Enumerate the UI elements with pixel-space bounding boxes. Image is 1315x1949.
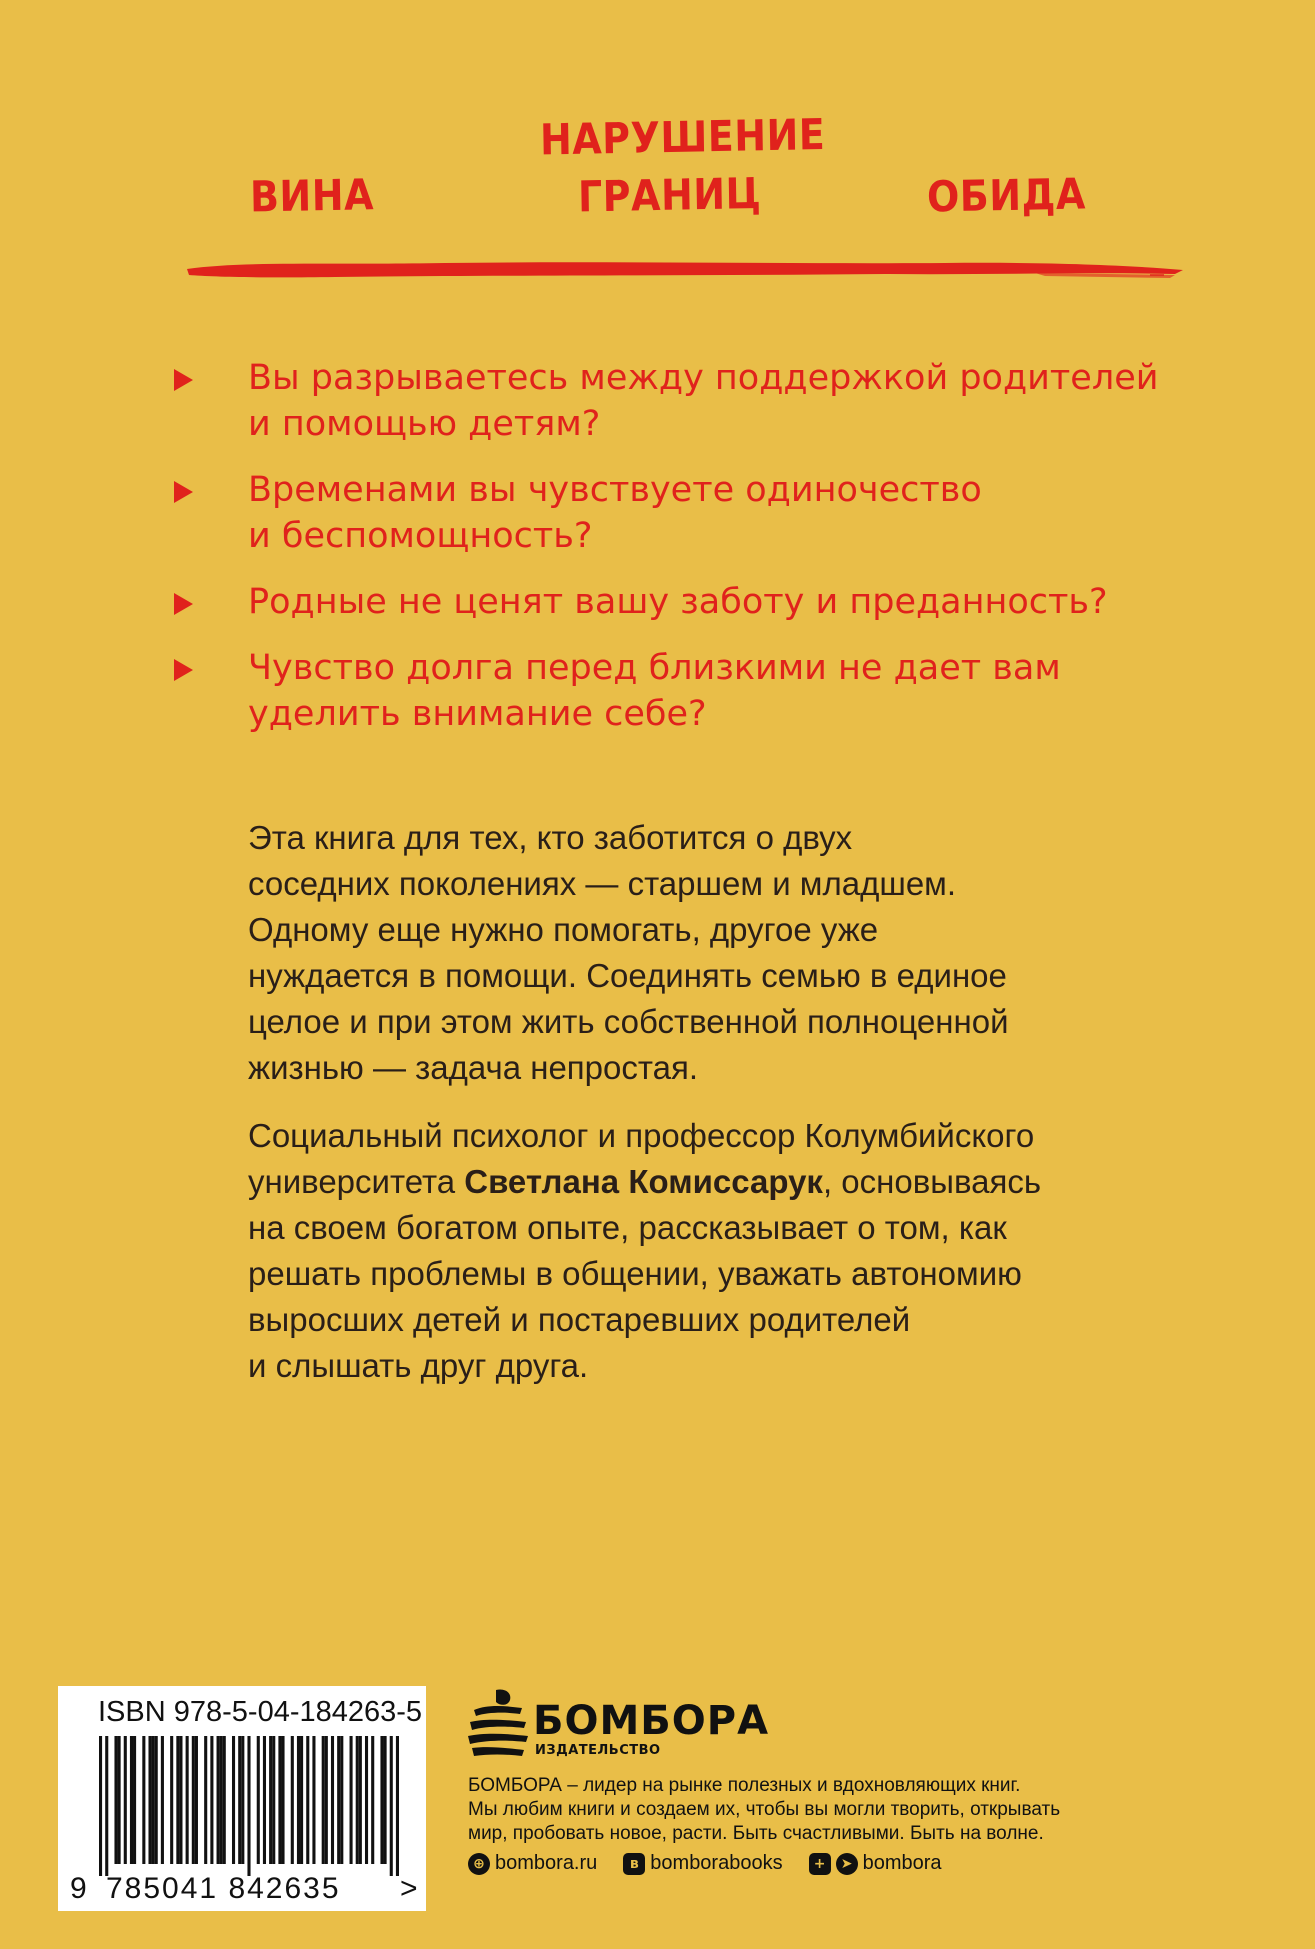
barcode-bar [272, 1736, 275, 1864]
barcode-digits: 785041 842635 [106, 1872, 341, 1905]
barcode-bar [99, 1736, 102, 1876]
barcode-bar [269, 1736, 272, 1864]
barcode-bar [380, 1736, 383, 1864]
question-item [170, 579, 1170, 625]
barcode-bar [390, 1736, 393, 1876]
barcode-bar [148, 1736, 151, 1864]
plus-icon: + [809, 1853, 831, 1875]
globe-icon: ⊕ [468, 1853, 490, 1875]
barcode-bar [118, 1736, 121, 1864]
question-text: Временами вы чувствуете одиночество и беспомощность? [248, 470, 982, 556]
question-text: Родные не ценят вашу заботу и преданность? [248, 582, 1108, 622]
social-label: bomborabooks [650, 1852, 783, 1874]
publisher-socials [468, 1852, 968, 1875]
barcode-bar [195, 1736, 198, 1864]
barcode-bar [263, 1736, 266, 1864]
barcode-bar [300, 1736, 303, 1864]
barcode-bar [257, 1736, 260, 1864]
barcode-bar [155, 1736, 158, 1864]
barcode-bar [365, 1736, 368, 1864]
social-link-vk[interactable] [623, 1852, 782, 1875]
barcode-bar [152, 1736, 155, 1864]
heading-guilt: ВИНА [249, 169, 375, 222]
barcode-bar [371, 1736, 374, 1864]
barcode-bar [325, 1736, 328, 1864]
barcode-bar [130, 1736, 133, 1864]
question-text: Чувство долга перед близкими не дает вам уделить внимание себе? [248, 648, 1061, 734]
question-item [170, 355, 1170, 447]
heading-resentment: ОБИДА [926, 169, 1087, 222]
triangle-bullet-icon [174, 481, 193, 503]
publisher-logo-subtitle: ИЗДАТЕЛЬСТВО [535, 1743, 661, 1758]
barcode-bar [238, 1736, 241, 1864]
barcode-first-digit: 9 [70, 1872, 87, 1905]
barcode-bar [396, 1736, 399, 1876]
barcode-bar [306, 1736, 309, 1864]
barcode-bar [247, 1736, 250, 1876]
barcode-bar [170, 1736, 173, 1864]
author-name: Светлана Комиссарук [464, 1163, 823, 1200]
barcode-bar [210, 1736, 213, 1864]
barcode-bar [359, 1736, 362, 1864]
barcode-bar [133, 1736, 136, 1864]
question-item [170, 645, 1170, 737]
social-link-telegram[interactable] [809, 1852, 942, 1875]
barcode-bar [217, 1736, 220, 1864]
description-text: Социальный психолог и профессор Колумбийского университета [248, 1117, 1035, 1200]
barcode-bar [114, 1736, 117, 1864]
barcode-bar [322, 1736, 325, 1864]
barcode-bar [142, 1736, 145, 1864]
description-paragraph-2 [248, 1113, 1248, 1389]
social-link-website[interactable] [468, 1852, 597, 1875]
description-text: , основываясь на своем богатом опыте, рассказывает о том, как решать проблемы в общении, уважать автономию выросших детей и постаревших родителей и слышать друг друга. [248, 1163, 1042, 1384]
barcode-bar [186, 1736, 189, 1864]
isbn-barcode [58, 1686, 426, 1911]
heading-boundaries-line2: ГРАНИЦ [577, 168, 762, 222]
isbn-label: ISBN 978-5-04-184263-5 [98, 1696, 423, 1728]
question-item [170, 467, 1170, 559]
barcode-bar [161, 1736, 164, 1864]
publisher-logo-name: БОМБОРА [533, 1698, 770, 1744]
barcode-bar [192, 1736, 195, 1864]
barcode-bars [99, 1736, 399, 1876]
barcode-bar [278, 1736, 281, 1864]
publisher-blurb: БОМБОРА – лидер на рынке полезных и вдохновляющих книг. Мы любим книги и создаем их, чтобы вы могли творить, открывать мир, пробовать новое, расти. Быть счастливыми. Быть на волне. [468, 1775, 1061, 1844]
barcode-bar [223, 1736, 226, 1864]
social-label: bombora [862, 1852, 942, 1874]
barcode-bar [220, 1736, 223, 1864]
barcode-bar [312, 1736, 315, 1864]
vk-icon: в [623, 1853, 645, 1875]
barcode-bar [241, 1736, 244, 1864]
triangle-bullet-icon [174, 659, 193, 681]
brush-stroke-divider [185, 255, 1185, 285]
description-text: Эта книга для тех, кто заботится о двух соседних поколениях — старшем и младшем. Одному еще нужно помогать, другое уже нуждается в помощи. Соединять семью в единое целое и при этом жить собственной полноценной жизнью — задача непростая. [248, 819, 1009, 1086]
barcode-arrow: > [400, 1872, 418, 1905]
barcode-bar [350, 1736, 353, 1864]
barcode-bar [232, 1736, 235, 1864]
bombora-logo-icon [466, 1686, 530, 1758]
description-paragraph-1 [248, 815, 1248, 1091]
barcode-bar [331, 1736, 334, 1864]
barcode-bar [297, 1736, 300, 1864]
barcode-bar [340, 1736, 343, 1864]
barcode-bar [291, 1736, 294, 1864]
barcode-bar [281, 1736, 284, 1864]
heading-boundaries-line1: НАРУШЕНИЕ [539, 109, 826, 165]
barcode-bar [384, 1736, 387, 1864]
barcode-bar [124, 1736, 127, 1864]
question-list [170, 355, 1170, 757]
telegram-icon: ➤ [836, 1853, 858, 1875]
barcode-bar [176, 1736, 179, 1864]
barcode-bar [356, 1736, 359, 1864]
triangle-bullet-icon [174, 593, 193, 615]
barcode-bar [337, 1736, 340, 1864]
question-text: Вы разрываетесь между поддержкой родителей и помощью детям? [248, 358, 1159, 444]
barcode-bar [204, 1736, 207, 1864]
triangle-bullet-icon [174, 369, 193, 391]
barcode-bar [179, 1736, 182, 1864]
social-label: bombora.ru [495, 1852, 598, 1874]
barcode-bar [105, 1736, 108, 1876]
